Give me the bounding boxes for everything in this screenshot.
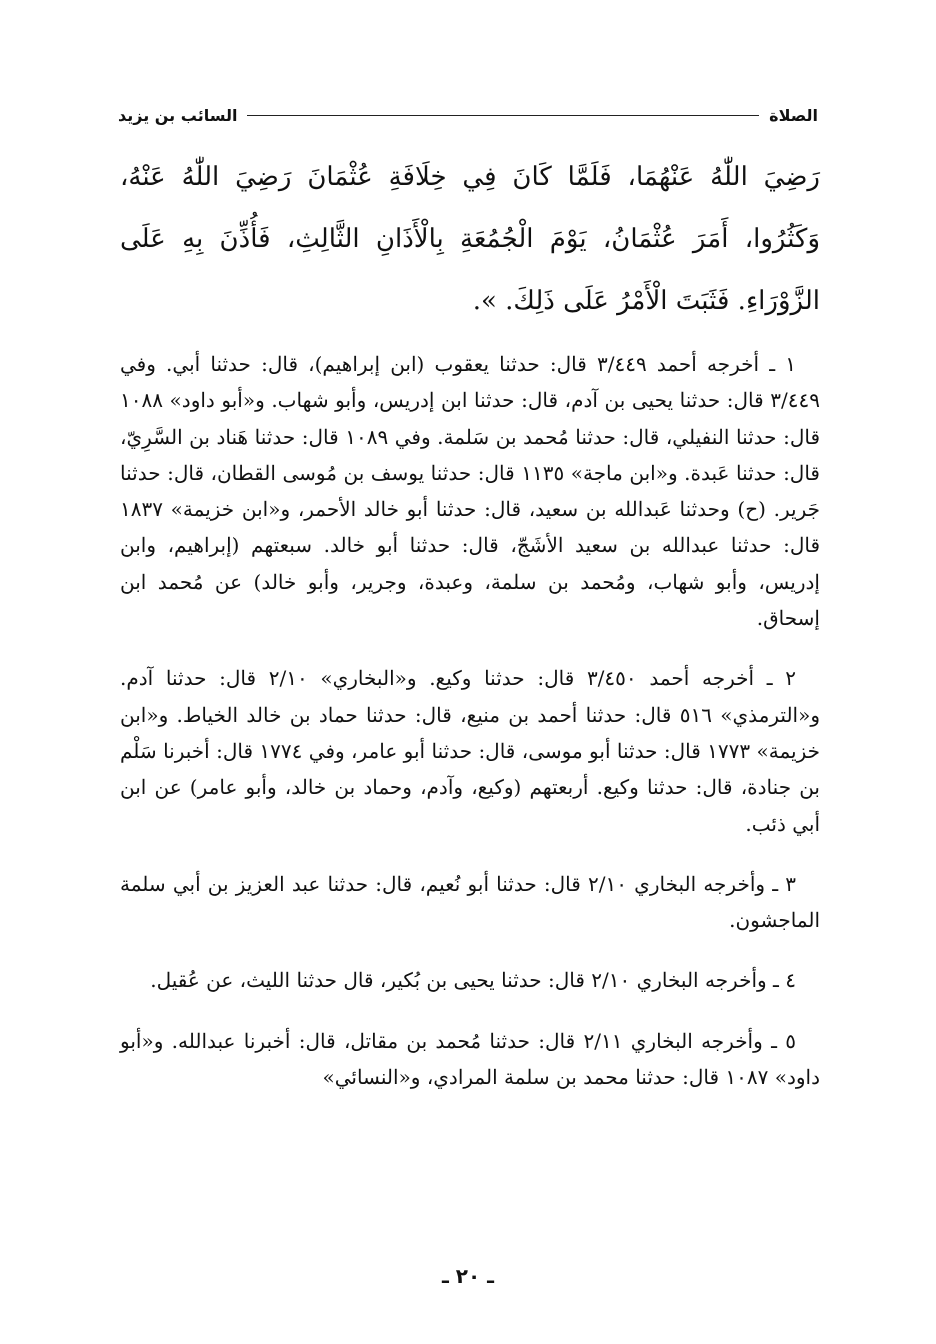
footnote-2: ٢ ـ أخرجه أحمد ٣/٤٥٠ قال: حدثنا وكيع. و«البخاري» ٢/١٠ قال: حدثنا آدم. و«الترمذي» ٥١٦ قال: حدثنا أحمد بن منيع، قال: حدثنا حماد بن خالد الخياط. و«ابن خزيمة» ١٧٧٣ قال: حدثنا أبو موسى، قال: حدثنا أبو عامر، وفي ١٧٧٤ قال: أخبرنا سَلْم بن جنادة، قال: حدثنا وكيع. أربعتهم (وكيع، وآدم، وحماد بن خالد، وأبو عامر) عن ابن أبي ذئب. [120,666,820,836]
chapter-title: السائب بن يزيد [118,105,238,125]
footnote-3: ٣ ـ وأخرجه البخاري ٢/١٠ قال: حدثنا أبو نُعيم، قال: حدثنا عبد العزيز بن أبي سلمة الماجشون. [120,871,820,933]
section-title: الصلاة [769,105,818,125]
page-body [120,146,820,1119]
footnote-4: ٤ ـ وأخرجه البخاري ٢/١٠ قال: حدثنا يحيى بن بُكير، قال حدثنا الليث، عن عُقيل. [150,968,796,993]
page-number: ـ ٢٠ ـ [441,1264,495,1288]
hadith-text: رَضِيَ اللّٰهُ عَنْهُمَا، فَلَمَّا كَانَ فِي خِلَافَةِ عُثْمَانَ رَضِيَ اللّٰهُ عَنْهُ، وَكَثُرُوا، أَمَرَ عُثْمَانُ، يَوْمَ الْجُمُعَةِ بِالْأَذَانِ الثَّالِثِ، فَأُذِّنَ بِهِ عَلَى الزَّوْرَاءِ. فَثَبَتَ الْأَمْرُ عَلَى ذَلِكَ. ». [120,162,820,316]
footnote-1: ١ ـ أخرجه أحمد ٣/٤٤٩ قال: حدثنا يعقوب (ابن إبراهيم)، قال: حدثنا أبي. وفي ٣/٤٤٩ قال: حدثنا يحيى بن آدم، قال: حدثنا ابن إدريس، وأبو شهاب. و«أبو داود» ١٠٨٨ قال: حدثنا النفيلي، قال: حدثنا مُحمد بن سَلمة. وفي ١٠٨٩ قال: حدثنا هَناد بن السَّرِيّ، قال: حدثنا عَبدة. و«ابن ماجة» ١١٣٥ قال: حدثنا يوسف بن مُوسى القطان، قال: حدثنا جَرير. (ح) وحدثنا عَبدالله بن سعيد، قال: حدثنا أبو خالد الأحمر، و«ابن خزيمة» ١٨٣٧ قال: حدثنا عبدالله بن سعيد الأشَجّ، قال: حدثنا أبو خالد. سبعتهم (إبراهيم، وابن إدريس، وأبو شهاب، ومُحمد بن سلمة، وعبدة، وجرير، وأبو خالد) عن مُحمد ابن إسحاق. [120,352,821,631]
running-header [118,100,818,130]
footnote-5: ٥ ـ وأخرجه البخاري ٢/١١ قال: حدثنا مُحمد بن مقاتل، قال: أخبرنا عبدالله. و«أبو داود» ١٠٨٧ قال: حدثنا محمد بن سلمة المرادي، و«النسائي» [120,1028,820,1090]
header-rule [247,115,759,116]
